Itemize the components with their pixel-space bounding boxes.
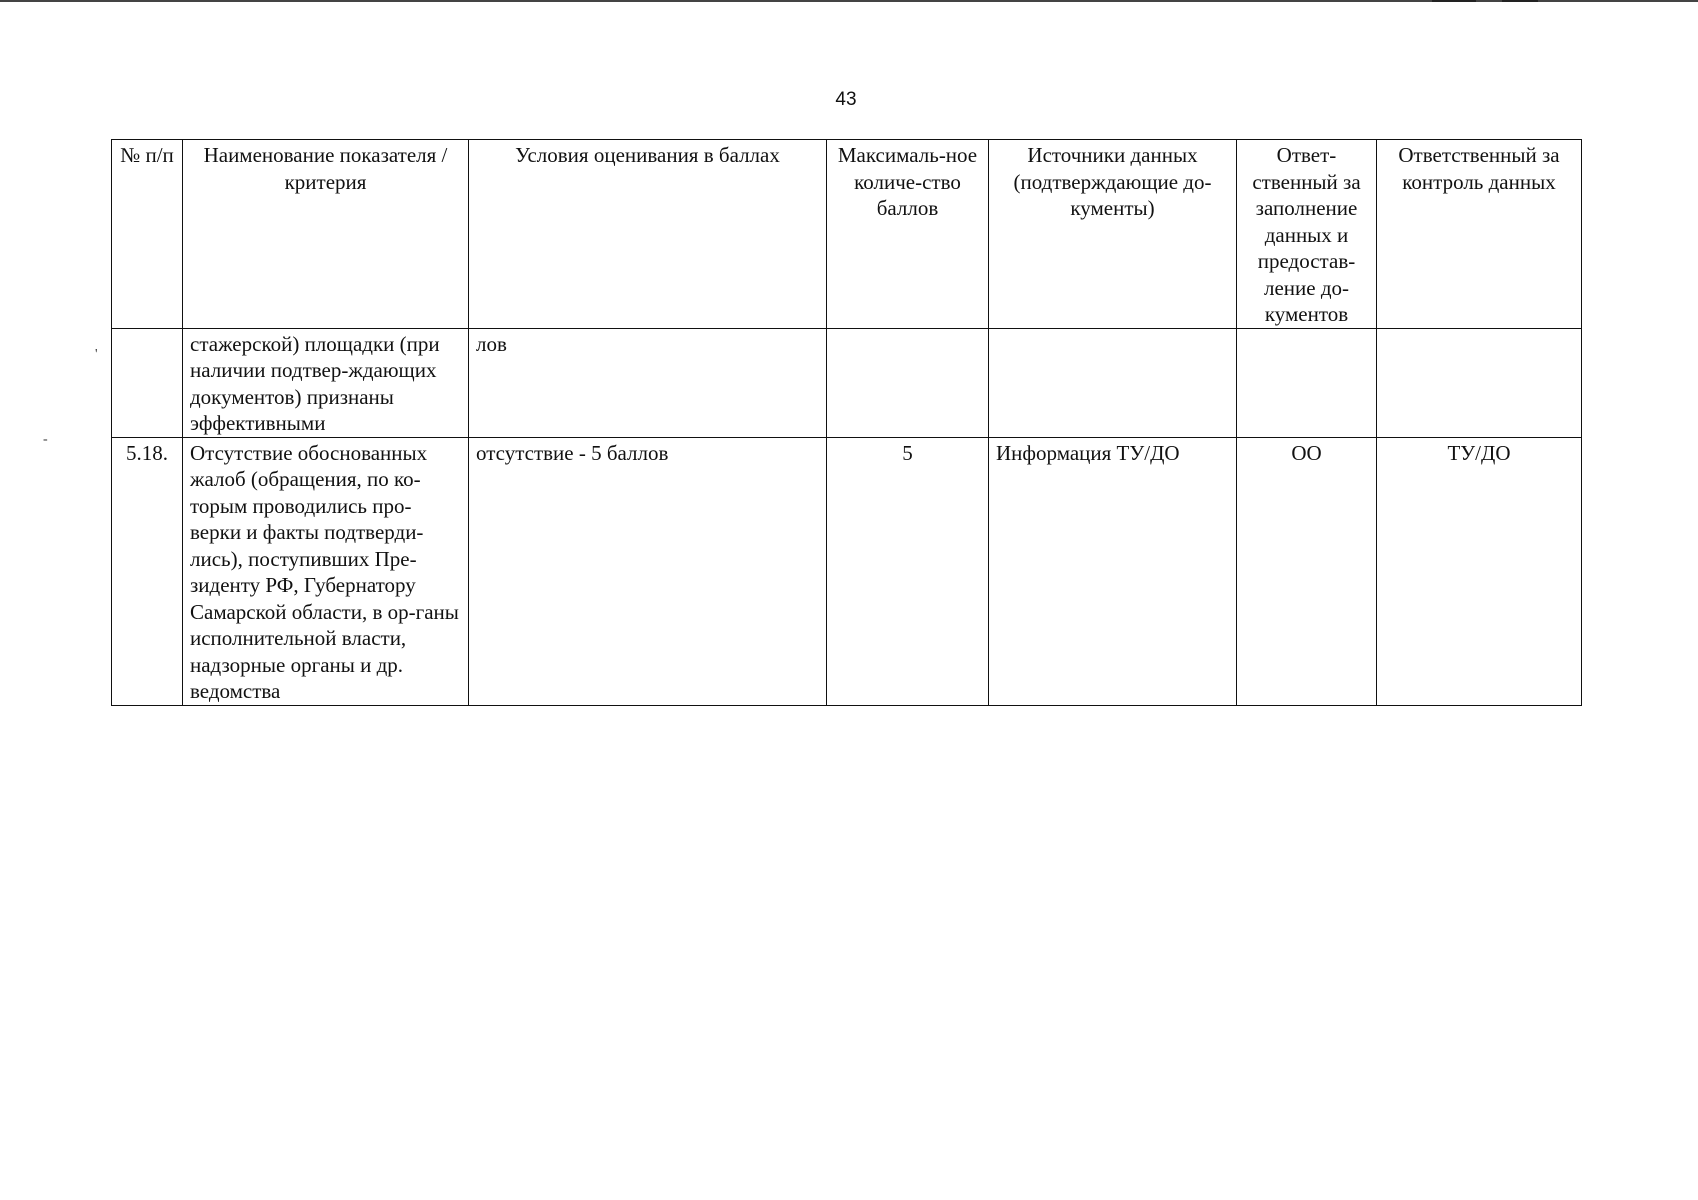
scan-artifact: ' <box>95 347 98 362</box>
header-evaluation-conditions: Условия оценивания в баллах <box>469 140 827 329</box>
table-row <box>112 328 1582 437</box>
header-responsible-fill: Ответ-ственный за заполнение данных и предостав-ление до-кументов <box>1237 140 1377 329</box>
table-header-row <box>112 140 1582 329</box>
scan-top-mark <box>1432 0 1476 2</box>
header-indicator-name: Наименование показателя / критерия <box>183 140 469 329</box>
cell-data-sources: Информация ТУ/ДО <box>989 437 1237 705</box>
cell-responsible-fill <box>1237 328 1377 437</box>
cell-indicator-name: стажерской) площадки (при наличии подтвер-ждающих документов) признаны эффективными <box>183 328 469 437</box>
page-number: 43 <box>835 89 857 110</box>
cell-number <box>112 328 183 437</box>
cell-max-points: 5 <box>827 437 989 705</box>
header-max-points: Максималь-ное количе-ство баллов <box>827 140 989 329</box>
cell-indicator-name: Отсутствие обоснованных жалоб (обращения, по ко-торым проводились про-верки и факты подтверди-лись), поступивших Пре-зиденту РФ, Губернатору Самарской области, в ор-ганы исполнительной власти, надзорные органы и др. ведомства <box>183 437 469 705</box>
header-number: № п/п <box>112 140 183 329</box>
scan-top-mark <box>1502 0 1538 2</box>
cell-number: 5.18. <box>112 437 183 705</box>
cell-responsible-fill: ОО <box>1237 437 1377 705</box>
cell-data-sources <box>989 328 1237 437</box>
criteria-table <box>111 139 1582 706</box>
scan-artifact: - <box>43 432 48 447</box>
cell-responsible-control: ТУ/ДО <box>1377 437 1582 705</box>
header-responsible-control: Ответственный за контроль данных <box>1377 140 1582 329</box>
cell-evaluation-conditions: лов <box>469 328 827 437</box>
cell-evaluation-conditions: отсутствие - 5 баллов <box>469 437 827 705</box>
cell-max-points <box>827 328 989 437</box>
table-row <box>112 437 1582 705</box>
cell-responsible-control <box>1377 328 1582 437</box>
header-data-sources: Источники данных (подтверждающие до-кументы) <box>989 140 1237 329</box>
